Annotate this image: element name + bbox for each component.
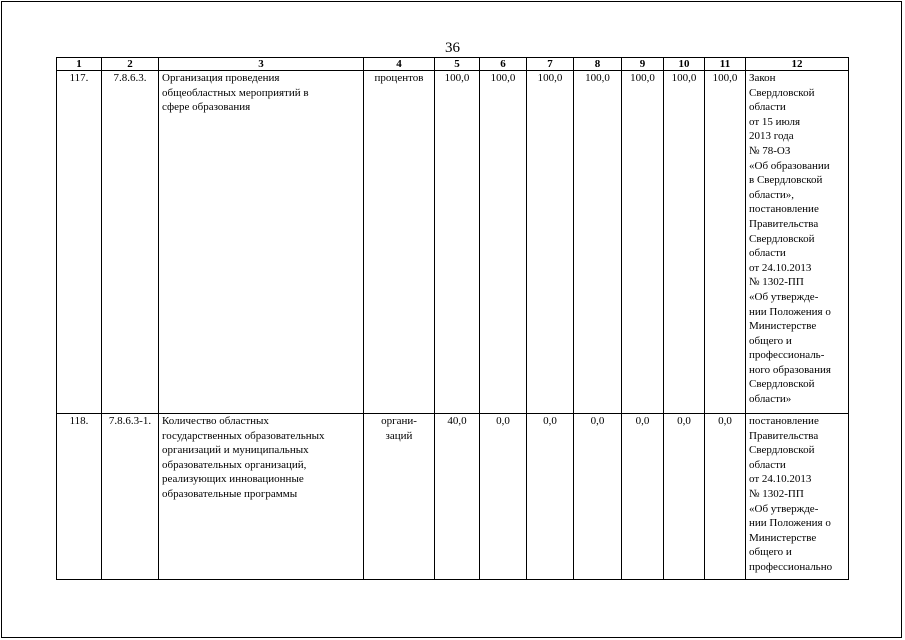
value-cell: 0,0 [574, 414, 622, 580]
header-cell: 11 [705, 58, 746, 71]
name-line: Организация проведения [162, 72, 280, 84]
basis-line: 2013 года [749, 130, 794, 143]
value-cell: 0,0 [480, 414, 527, 580]
basis-line: от 15 июля [749, 115, 801, 128]
row-code: 7.8.6.3. [102, 71, 159, 414]
indicator-name [159, 414, 364, 580]
row-code: 7.8.6.3-1. [102, 414, 159, 580]
name-line: образовательных организаций, [162, 458, 307, 471]
value-cell: 0,0 [664, 414, 705, 580]
basis-line: «Об утвержде- [749, 502, 819, 515]
value-cell: 0,0 [527, 414, 574, 580]
header-cell: 12 [746, 58, 849, 71]
data-table [56, 57, 849, 580]
basis-line: постановление [749, 203, 819, 216]
basis-line: Свердловской [749, 378, 815, 391]
basis-line: Правительства [749, 429, 819, 442]
basis-line: области [749, 247, 786, 260]
basis-line: нии Положения о [749, 517, 831, 530]
name-line: организаций и муниципальных [162, 444, 309, 457]
unit [364, 414, 435, 580]
header-cell: 5 [435, 58, 480, 71]
row-number: 117. [57, 71, 102, 414]
basis-line: № 1302-ПП [749, 276, 804, 289]
value-cell: 100,0 [622, 71, 664, 414]
legal-basis [746, 414, 849, 580]
value-cell: 100,0 [574, 71, 622, 414]
name-line: реализующих инновационные [162, 473, 304, 486]
value-cell: 40,0 [435, 414, 480, 580]
basis-line: области [749, 101, 786, 114]
table-row [57, 71, 849, 414]
basis-line: общего и [749, 546, 792, 559]
basis-line: в Свердловской [749, 174, 823, 187]
page-number: 36 [445, 40, 460, 56]
unit-line: процентов [374, 72, 424, 84]
value-cell: 0,0 [622, 414, 664, 580]
header-cell: 2 [102, 58, 159, 71]
basis-line: № 1302-ПП [749, 487, 804, 500]
basis-line: «Об образовании [749, 159, 830, 172]
basis-line: Свердловской [749, 444, 815, 457]
basis-line: от 24.10.2013 [749, 473, 812, 486]
basis-line: области», [749, 188, 795, 201]
header-cell: 9 [622, 58, 664, 71]
basis-line: общего и [749, 334, 792, 347]
value-cell: 100,0 [705, 71, 746, 414]
basis-line: нии Положения о [749, 305, 831, 318]
header-row [57, 58, 849, 71]
legal-basis [746, 71, 849, 414]
header-cell: 7 [527, 58, 574, 71]
value-cell: 100,0 [527, 71, 574, 414]
basis-line: № 78-ОЗ [749, 144, 791, 157]
unit [364, 71, 435, 414]
basis-line: профессиональ- [749, 349, 825, 362]
value-cell: 100,0 [480, 71, 527, 414]
header-cell: 6 [480, 58, 527, 71]
basis-line: Свердловской [749, 232, 815, 245]
basis-line: «Об утвержде- [749, 290, 819, 303]
basis-line: от 24.10.2013 [749, 261, 812, 274]
header-cell: 10 [664, 58, 705, 71]
basis-line: постановление [749, 415, 819, 427]
basis-line: профессионально [749, 560, 833, 573]
header-cell: 3 [159, 58, 364, 71]
header-cell: 8 [574, 58, 622, 71]
header-cell: 1 [57, 58, 102, 71]
value-cell: 100,0 [435, 71, 480, 414]
table-row [57, 414, 849, 580]
basis-line: ного образования [749, 363, 831, 376]
name-line: образовательные программы [162, 487, 298, 500]
name-line: общеобластных мероприятий в [162, 86, 309, 99]
value-cell: 0,0 [705, 414, 746, 580]
basis-line: Министерстве [749, 320, 817, 333]
basis-line: области» [749, 393, 792, 406]
name-line: сфере образования [162, 101, 251, 114]
name-line: Количество областных [162, 415, 269, 427]
basis-line: Правительства [749, 217, 819, 230]
header-cell: 4 [364, 58, 435, 71]
basis-line: Свердловской [749, 86, 815, 99]
basis-line: Закон [749, 72, 776, 84]
basis-line: Министерстве [749, 531, 817, 544]
value-cell: 100,0 [664, 71, 705, 414]
unit-line: заций [385, 429, 413, 442]
name-line: государственных образовательных [162, 429, 325, 442]
basis-line: области [749, 458, 786, 471]
row-number: 118. [57, 414, 102, 580]
unit-line: органи- [381, 415, 417, 427]
indicator-name [159, 71, 364, 414]
